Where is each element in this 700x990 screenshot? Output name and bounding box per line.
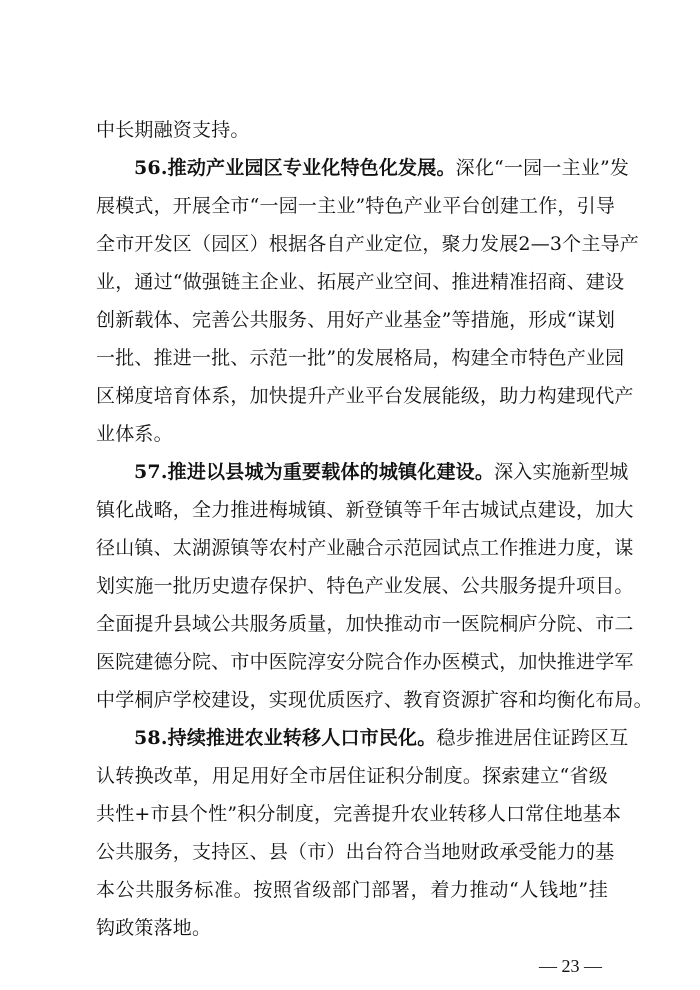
text-line: 一批、推进一批、示范一批”的发展格局，构建全市特色产业园	[96, 347, 625, 369]
text-line: 创新载体、完善公共服务、用好产业基金”等措施，形成“谋划	[96, 309, 616, 331]
text-line: 医院建德分院、市中医院淳安分院合作办医模式，加快推进学军	[96, 651, 634, 673]
text-line: 中长期融资支持。	[96, 119, 250, 141]
text-line: 展模式，开展全市“一园一主业”特色产业平台创建工作，引导	[96, 195, 616, 217]
section-56-heading-line: 56.推动产业园区专业化特色化发展。深化“一园一主业”发	[134, 157, 630, 179]
text-line: 区梯度培育体系，加快提升产业平台发展能级，助力构建现代产	[96, 385, 634, 407]
text-line: 全市开发区（园区）根据各自产业定位，聚力发展2—3个主导产	[96, 233, 639, 255]
section-56-title: 56.推动产业园区专业化特色化发展。	[134, 157, 456, 179]
section-58-heading-line: 58.持续推进农业转移人口市民化。稳步推进居住证跨区互	[134, 727, 629, 749]
text-line: 钩政策落地。	[96, 917, 212, 939]
text-line: 本公共服务标准。按照省级部门部署，着力推动“人钱地”挂	[96, 879, 608, 901]
text-line: 认转换改革，用足用好全市居住证积分制度。探索建立“省级	[96, 765, 608, 787]
text-line: 径山镇、太湖源镇等农村产业融合示范园试点工作推进力度，谋	[96, 537, 634, 559]
text-line: 共性+市县个性”积分制度，完善提升农业转移人口常住地基本	[96, 803, 622, 825]
text-line: 划实施一批历史遗存保护、特色产业发展、公共服务提升项目。	[96, 575, 634, 597]
text-line: 全面提升县域公共服务质量，加快推动市一医院桐庐分院、市二	[96, 613, 634, 635]
text-line: 中学桐庐学校建设，实现优质医疗、教育资源扩容和均衡化布局。	[96, 689, 653, 711]
section-57-heading-line: 57.推进以县城为重要载体的城镇化建设。深入实施新型城	[134, 461, 629, 483]
text-line: 业体系。	[96, 423, 173, 445]
page-number: — 23 —	[539, 956, 602, 976]
text-line: 公共服务，支持区、县（市）出台符合当地财政承受能力的基	[96, 841, 615, 863]
text-line: 镇化战略，全力推进梅城镇、新登镇等千年古城试点建设，加大	[96, 499, 634, 521]
section-57-title: 57.推进以县城为重要载体的城镇化建设。	[134, 461, 495, 483]
section-58-title: 58.持续推进农业转移人口市民化。	[134, 727, 437, 749]
text-line: 业，通过“做强链主企业、拓展产业空间、推进精准招商、建设	[96, 271, 625, 293]
